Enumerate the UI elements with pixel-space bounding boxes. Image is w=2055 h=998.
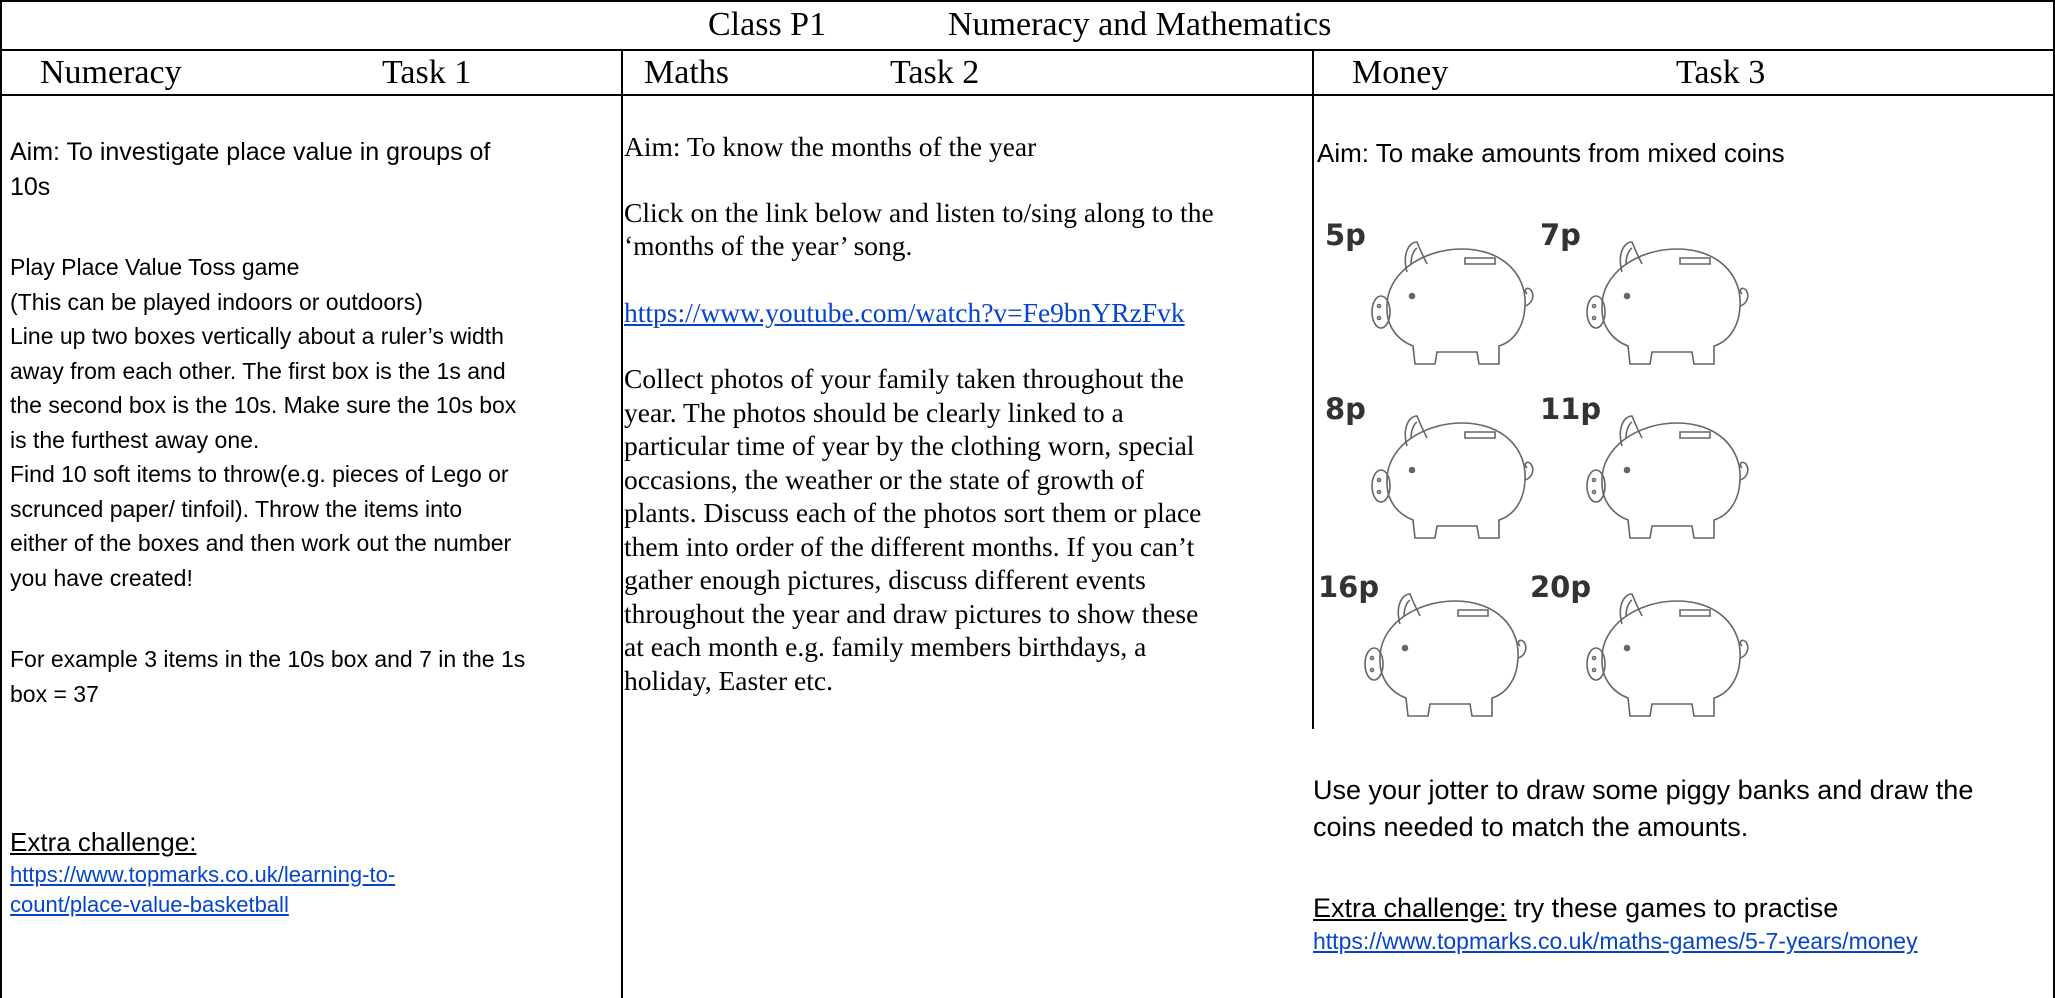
column-1-content bbox=[10, 135, 619, 204]
column-2-link-wrapper bbox=[624, 296, 1314, 330]
extra-challenge-label: Extra challenge: bbox=[1313, 893, 1507, 923]
example-line: For example 3 items in the 10s box and 7 in the 1s bbox=[10, 646, 526, 672]
column-2-aim: Aim: To know the months of the year bbox=[624, 131, 1037, 162]
column-3-task: Task 3 bbox=[1676, 54, 1766, 91]
page-title: Numeracy and Mathematics bbox=[948, 6, 1332, 43]
instruction-line: away from each other. The first box is the 1s and bbox=[10, 357, 506, 384]
column-2-intro-line-2: ‘months of the year’ song. bbox=[624, 230, 913, 261]
column-3-subject: Money bbox=[1352, 54, 1449, 91]
column-2-content bbox=[624, 130, 1314, 697]
column-1-game bbox=[10, 250, 615, 595]
table-border-left bbox=[0, 0, 2, 998]
column-1-aim-line-2: 10s bbox=[10, 172, 51, 201]
extra-challenge-label: Extra challenge: bbox=[10, 827, 197, 857]
piggy-bank-icon bbox=[1582, 586, 1752, 726]
game-note: (This can be played indoors or outdoors) bbox=[10, 288, 423, 315]
amount-label: 20p bbox=[1530, 570, 1592, 604]
column-3-aim: Aim: To make amounts from mixed coins bbox=[1317, 138, 1785, 168]
column-3-link-wrapper bbox=[1313, 926, 2051, 956]
column-1-extra bbox=[10, 825, 615, 920]
column-1-aim-line-1: Aim: To investigate place value in groups of bbox=[10, 138, 491, 166]
column-1-subject: Numeracy bbox=[40, 54, 182, 91]
piggy-bank-icon bbox=[1360, 586, 1530, 726]
column-3-jotter bbox=[1313, 772, 2051, 846]
instruction-line: Find 10 soft items to throw(e.g. pieces of Lego or bbox=[10, 461, 509, 487]
place-value-basketball-link[interactable]: https://www.topmarks.co.uk/learning-to- bbox=[10, 861, 396, 887]
table-border-top bbox=[0, 0, 2055, 2]
example-line: box = 37 bbox=[10, 680, 99, 707]
amount-label: 5p bbox=[1325, 218, 1366, 252]
body-line: throughout the year and draw pictures to show these bbox=[624, 597, 1199, 629]
jotter-line: coins needed to match the amounts. bbox=[1313, 812, 1749, 842]
column-2-body bbox=[624, 362, 1314, 697]
months-song-link[interactable]: https://www.youtube.com/watch?v=Fe9bnYRzFvk bbox=[624, 296, 1185, 328]
instruction-line: either of the boxes and then work out the number bbox=[10, 530, 512, 556]
column-3-aim-wrapper bbox=[1317, 135, 2055, 172]
body-line: year. The photos should be clearly linked to a bbox=[624, 396, 1124, 428]
instruction-line: you have created! bbox=[10, 564, 193, 591]
body-line: particular time of year by the clothing worn, special bbox=[624, 430, 1195, 461]
column-1-task: Task 1 bbox=[382, 54, 472, 91]
instruction-line: the second box is the 10s. Make sure the 10s box bbox=[10, 392, 517, 418]
game-title: Play Place Value Toss game bbox=[10, 254, 300, 280]
column-divider-1 bbox=[621, 49, 623, 998]
instruction-line: scrunced paper/ tinfoil). Throw the items into bbox=[10, 495, 463, 522]
amount-label: 16p bbox=[1318, 570, 1380, 604]
column-3-extra-line bbox=[1313, 890, 2051, 926]
class-label: Class P1 bbox=[708, 6, 827, 43]
column-2-task: Task 2 bbox=[890, 54, 980, 91]
money-games-link[interactable]: https://www.topmarks.co.uk/maths-games/5-7-years/money bbox=[1313, 928, 1918, 954]
instruction-line: is the furthest away one. bbox=[10, 426, 260, 453]
piggy-bank-icon bbox=[1582, 408, 1752, 548]
body-line: plants. Discuss each of the photos sort them or place bbox=[624, 497, 1202, 528]
place-value-basketball-link-cont[interactable]: count/place-value-basketball bbox=[10, 891, 289, 917]
piggy-bank-icon bbox=[1582, 234, 1752, 374]
extra-link-wrapper bbox=[10, 860, 615, 920]
instruction-line: Line up two boxes vertically about a ruler’s width bbox=[10, 323, 504, 349]
header-divider bbox=[0, 49, 2055, 51]
body-line: them into order of the different months. If you can’t bbox=[624, 530, 1195, 562]
extra-challenge-text: try these games to practise bbox=[1506, 893, 1839, 923]
piggy-bank-icon bbox=[1367, 408, 1537, 548]
column-3-extra bbox=[1313, 890, 2051, 956]
subheader-divider bbox=[0, 94, 2055, 96]
column-2-intro-line-1: Click on the link below and listen to/sing along to the bbox=[624, 196, 1214, 228]
piggy-bank-icon bbox=[1367, 234, 1537, 374]
body-line: at each month e.g. family members birthdays, a bbox=[624, 631, 1147, 662]
amount-label: 11p bbox=[1540, 392, 1602, 426]
body-line: Collect photos of your family taken throughout the bbox=[624, 363, 1184, 394]
column-2-subject: Maths bbox=[644, 54, 729, 91]
column-1-example bbox=[10, 642, 615, 711]
body-line: gather enough pictures, discuss different events bbox=[624, 564, 1146, 595]
body-line: holiday, Easter etc. bbox=[624, 664, 833, 696]
amount-label: 7p bbox=[1540, 218, 1581, 252]
body-line: occasions, the weather or the state of growth of bbox=[624, 463, 1145, 495]
amount-label: 8p bbox=[1325, 392, 1366, 426]
jotter-line: Use your jotter to draw some piggy banks and draw the bbox=[1313, 775, 1974, 805]
